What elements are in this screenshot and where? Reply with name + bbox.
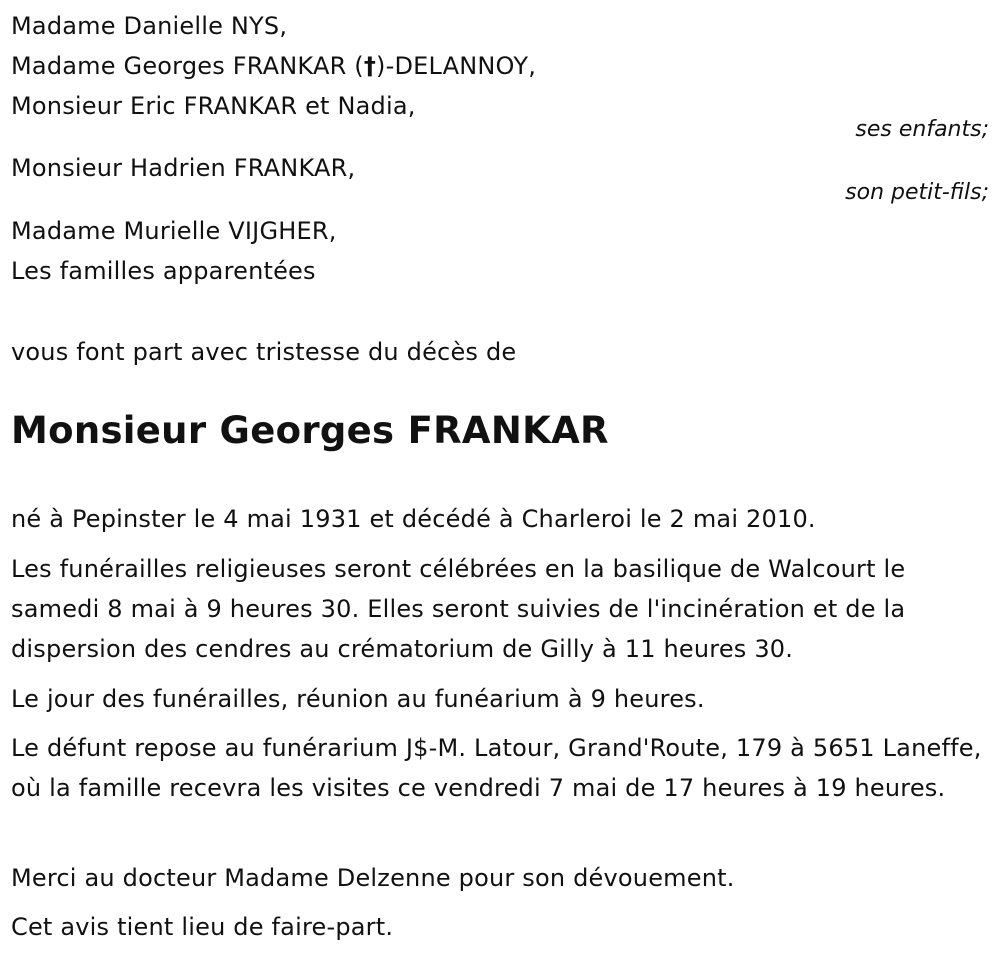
meeting-paragraph: Le jour des funérailles, réunion au funéarium à 9 heures. (11, 685, 705, 713)
repose-paragraph: Le défunt repose au funérarium J$-M. Latour, Grand'Route, 179 à 5651 Laneffe, où la famille recevra les visites ce vendredi 7 mai de 17 heures à 19 heures. (11, 734, 982, 802)
cross-icon: † (363, 52, 377, 80)
birth-death-paragraph: né à Pepinster le 4 mai 1931 et décédé à Charleroi le 2 mai 2010. (11, 505, 816, 533)
family-line-georges-prefix: Madame Georges FRANKAR ( (11, 52, 364, 80)
family-line-relatives: Les familles apparentées (11, 257, 316, 285)
announcement-text: vous font part avec tristesse du décès de (11, 338, 517, 366)
family-line-murielle: Madame Murielle VIJGHER, (11, 217, 337, 245)
family-line-hadrien: Monsieur Hadrien FRANKAR, (11, 154, 356, 182)
grandson-label: son petit-fils; (845, 180, 989, 205)
thanks-paragraph: Merci au docteur Madame Delzenne pour son dévouement. (11, 864, 735, 892)
family-line-georges-delannoy (11, 52, 536, 80)
family-line-georges-suffix: )-DELANNOY, (376, 52, 537, 80)
funeral-paragraph: Les funérailles religieuses seront célébrées en la basilique de Walcourt le samedi 8 mai à 9 heures 30. Elles seront suivies de l'incinération et de la dispersion des cendres au crématorium de Gilly à 11 heures 30. (11, 555, 906, 663)
family-line-eric: Monsieur Eric FRANKAR et Nadia, (11, 92, 416, 120)
family-line-danielle: Madame Danielle NYS, (11, 12, 288, 40)
deceased-name: Monsieur Georges FRANKAR (11, 409, 609, 452)
notice-paragraph: Cet avis tient lieu de faire-part. (11, 913, 394, 941)
children-label: ses enfants; (855, 117, 989, 142)
